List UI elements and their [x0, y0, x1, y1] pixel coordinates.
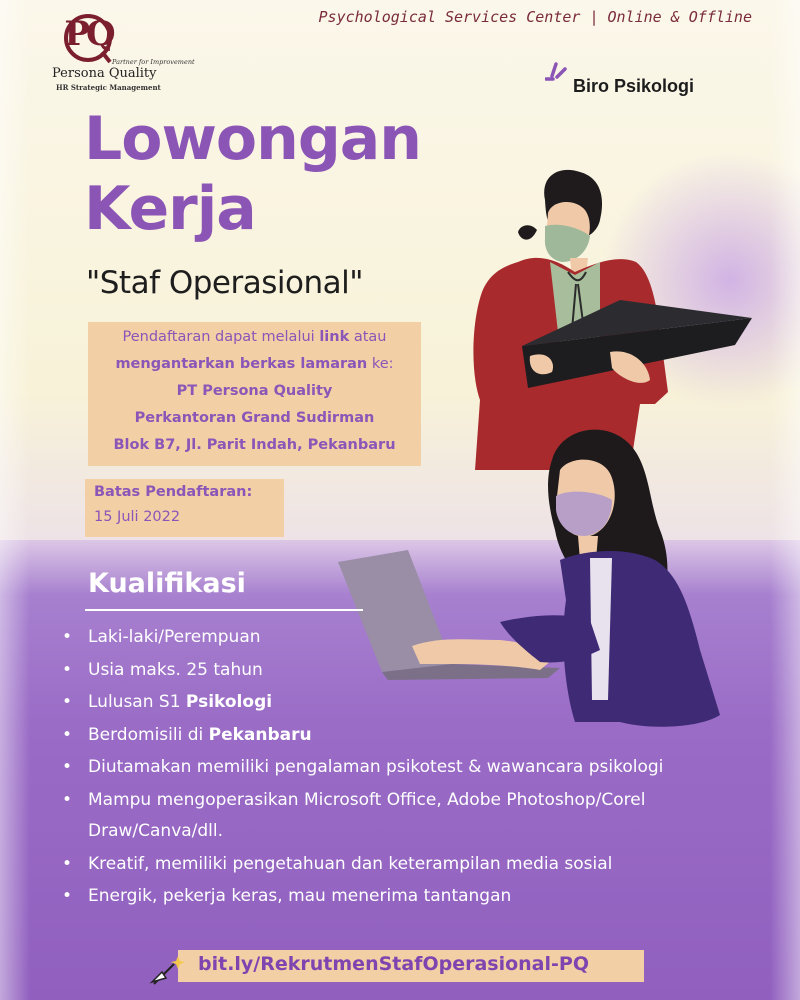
logo-subtitle: HR Strategic Management: [56, 83, 161, 92]
deadline-label: Batas Pendaftaran:: [94, 484, 253, 500]
qualifications-title: Kualifikasi: [88, 568, 246, 599]
deadline-date: 15 Juli 2022: [94, 509, 181, 525]
qualification-text: Laki-laki/Perempuan: [88, 627, 261, 647]
registration-building: Perkantoran Grand Sudirman: [134, 410, 375, 426]
registration-line-2: [88, 356, 421, 372]
burst-lines-icon: [545, 57, 575, 87]
company-logo: [50, 12, 195, 94]
position-title: "Staf Operasional": [86, 265, 363, 301]
qualifications-list: [62, 622, 712, 914]
title-line-2: Kerja: [84, 174, 256, 244]
qualification-text: Diutamakan memiliki pengalaman psikotest & wawancara psikologi: [88, 757, 664, 777]
bullet-icon: •: [62, 627, 73, 647]
registration-box: [88, 322, 421, 466]
bullet-icon: •: [62, 789, 73, 810]
qualification-item: [62, 720, 712, 752]
logo-tagline: Partner for Improvement: [112, 58, 195, 66]
bullet-icon: •: [62, 757, 73, 777]
qualification-item: [62, 785, 712, 848]
registration-company: PT Persona Quality: [176, 383, 333, 399]
side-fade-left: [0, 0, 30, 1000]
cursor-pointer-icon: [148, 952, 188, 988]
bullet-icon: •: [62, 886, 73, 906]
logo-mark-text: PQ: [64, 14, 112, 54]
services-header: Psychological Services Center | Online & Offline: [318, 8, 752, 26]
registration-text: Pendaftaran dapat melalui: [122, 329, 320, 345]
registration-address: Blok B7, Jl. Parit Indah, Pekanbaru: [113, 437, 396, 453]
qualification-text: Kreatif, memiliki pengetahuan dan keterampilan media sosial: [88, 853, 613, 874]
registration-link[interactable]: bit.ly/RekrutmenStafOperasional-PQ: [198, 953, 589, 975]
bullet-icon: •: [62, 853, 73, 874]
registration-link-word: link: [319, 329, 350, 345]
logo-company-name: Persona Quality: [52, 66, 157, 81]
registration-bold-text: mengantarkan berkas lamaran: [115, 356, 368, 372]
qualification-text: Lulusan S1: [88, 692, 186, 712]
qualification-bold-text: Psikologi: [185, 692, 273, 712]
qualification-item: [62, 881, 712, 913]
qualification-item: [62, 687, 712, 719]
registration-text: atau: [349, 329, 387, 345]
qualification-text: Berdomisili di: [88, 724, 209, 745]
qualification-text: Mampu mengoperasikan Microsoft Office, Adobe Photoshop/Corel Draw/Canva/dll.: [88, 789, 646, 841]
registration-link-bar[interactable]: [178, 950, 644, 982]
bullet-icon: •: [62, 692, 73, 712]
qualification-text: Usia maks. 25 tahun: [88, 659, 263, 680]
qualification-item: [62, 849, 712, 881]
title-line-1: Lowongan: [84, 104, 421, 174]
qualification-item: [62, 655, 712, 687]
biro-badge: [545, 57, 745, 97]
page-title: [84, 104, 421, 244]
side-fade-right: [770, 0, 800, 1000]
qualification-bold-text: Pekanbaru: [208, 724, 312, 745]
registration-line-1: [88, 329, 421, 345]
qualification-item: [62, 622, 712, 654]
bullet-icon: •: [62, 724, 73, 745]
deadline-box: [85, 479, 284, 537]
biro-label: Biro Psikologi: [573, 76, 695, 96]
qualification-item: [62, 752, 712, 784]
qualifications-divider: [85, 609, 363, 611]
bullet-icon: •: [62, 659, 73, 680]
qualification-text: Energik, pekerja keras, mau menerima tantangan: [88, 886, 512, 906]
registration-text: ke:: [367, 356, 394, 372]
